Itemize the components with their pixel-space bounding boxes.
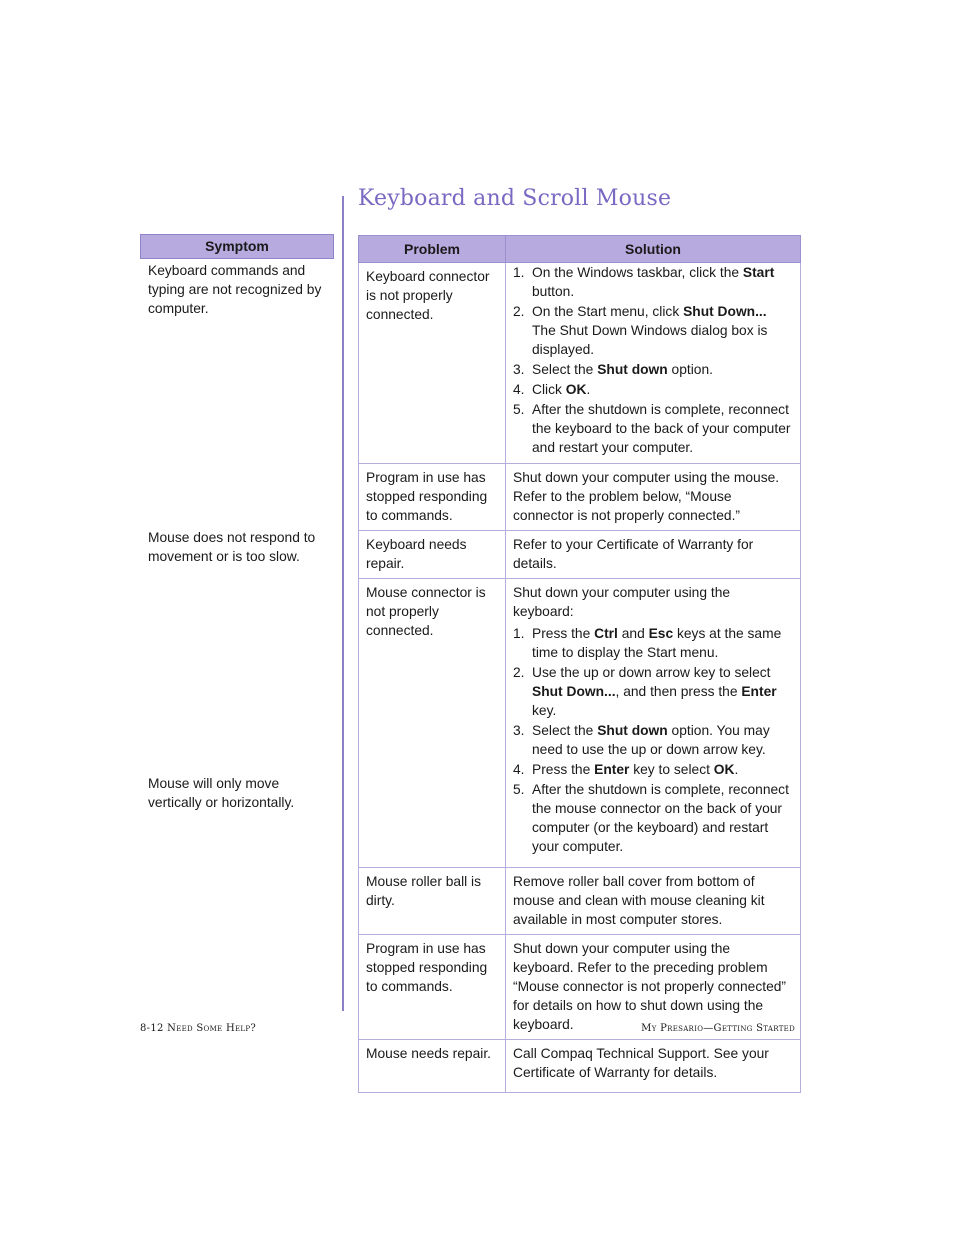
- problem-cell: Keyboard needs repair.: [359, 531, 506, 579]
- table-row: [359, 868, 801, 935]
- bold-term: Shut Down...: [683, 304, 767, 319]
- solution-cell: Call Compaq Technical Support. See your Certificate of Warranty for details.: [506, 1040, 801, 1093]
- problem-cell: Mouse needs repair.: [359, 1040, 506, 1093]
- vertical-rule: [342, 196, 344, 1011]
- problem-cell: Mouse connector is not properly connected.: [359, 579, 506, 868]
- bold-term: Shut down: [597, 723, 668, 738]
- solution-cell: Remove roller ball cover from bottom of mouse and clean with mouse cleaning kit available in most computer stores.: [506, 868, 801, 935]
- step-number: 4.: [513, 762, 525, 777]
- step-number: 5.: [513, 782, 525, 797]
- problem-cell: Program in use has stopped responding to commands.: [359, 464, 506, 531]
- step-number: 3.: [513, 723, 525, 738]
- solution-step: 5. After the shutdown is complete, reconnect the mouse connector on the back of your computer (or the keyboard) and restart your computer.: [513, 782, 789, 854]
- bold-term: Shut Down...: [532, 684, 616, 699]
- solution-cell: Shut down your computer using the keyboard. Refer to the preceding problem “Mouse connector is not properly connected” for details on how to shut down using the keyboard.: [506, 935, 801, 1040]
- bold-term: OK: [713, 762, 735, 777]
- bold-term: Esc: [648, 626, 674, 641]
- solution-cell: Refer to your Certificate of Warranty for details.: [506, 531, 801, 579]
- table-row: [359, 464, 801, 531]
- solution-cell: [506, 579, 801, 868]
- step-number: 3.: [513, 362, 525, 377]
- bold-term: Start: [742, 265, 775, 280]
- problem-cell: Keyboard connector is not properly connected.: [359, 263, 506, 464]
- solution-step: 1. Press the Ctrl and Esc keys at the same time to display the Start menu.: [513, 626, 782, 660]
- bold-term: Enter: [594, 762, 630, 777]
- solution-step: 3. Select the Shut down option.: [513, 362, 713, 377]
- page-title: Keyboard and Scroll Mouse: [358, 186, 672, 211]
- bold-term: Ctrl: [594, 626, 618, 641]
- step-number: 2.: [513, 304, 525, 319]
- bold-term: Shut down: [597, 362, 668, 377]
- problem-column-header: Problem: [359, 236, 506, 263]
- solution-step: 2. On the Start menu, click Shut Down... The Shut Down Windows dialog box is displayed.: [513, 304, 768, 357]
- symptom-column-header: Symptom: [140, 234, 334, 259]
- solution-step: 4. Press the Enter key to select OK.: [513, 762, 739, 777]
- symptom-mouse-axis: Mouse will only move vertically or horizontally.: [148, 776, 295, 810]
- table-row: [359, 579, 801, 868]
- symptom-keyboard: Keyboard commands and typing are not recognized by computer.: [148, 263, 322, 316]
- step-number: 1.: [513, 626, 525, 641]
- problem-cell: Mouse roller ball is dirty.: [359, 868, 506, 935]
- solution-step: 1. On the Windows taskbar, click the Start button.: [513, 265, 775, 299]
- bold-term: Enter: [741, 684, 777, 699]
- table-header-row: [359, 236, 801, 263]
- solution-step: 4. Click OK.: [513, 382, 591, 397]
- bold-term: OK: [565, 382, 587, 397]
- footer-book-title: My Presario—Getting Started: [641, 1023, 795, 1034]
- problem-cell: Program in use has stopped responding to commands.: [359, 935, 506, 1040]
- troubleshooting-table: [358, 235, 801, 1093]
- step-number: 1.: [513, 265, 525, 280]
- footer-page-label: 8-12 Need Some Help?: [140, 1023, 257, 1034]
- solution-steps: [513, 263, 793, 457]
- solution-lead: Shut down your computer using the keyboard:: [513, 585, 731, 619]
- solution-step: 5. After the shutdown is complete, reconnect the keyboard to the back of your computer and restart your computer.: [513, 402, 791, 455]
- solution-cell: Shut down your computer using the mouse. Refer to the problem below, “Mouse connector is not properly connected.”: [506, 464, 801, 531]
- solution-steps: [513, 624, 793, 856]
- solution-cell: [506, 263, 801, 464]
- solution-step: 2. Use the up or down arrow key to select Shut Down..., and then press the Enter key.: [513, 665, 777, 718]
- step-number: 4.: [513, 382, 525, 397]
- table-row: [359, 1040, 801, 1093]
- table-row: [359, 531, 801, 579]
- step-number: 5.: [513, 402, 525, 417]
- symptom-mouse-slow: Mouse does not respond to movement or is too slow.: [148, 530, 316, 564]
- solution-step: 3. Select the Shut down option. You may need to use the up or down arrow key.: [513, 723, 770, 757]
- step-number: 2.: [513, 665, 525, 680]
- solution-column-header: Solution: [506, 236, 801, 263]
- table-row: [359, 263, 801, 464]
